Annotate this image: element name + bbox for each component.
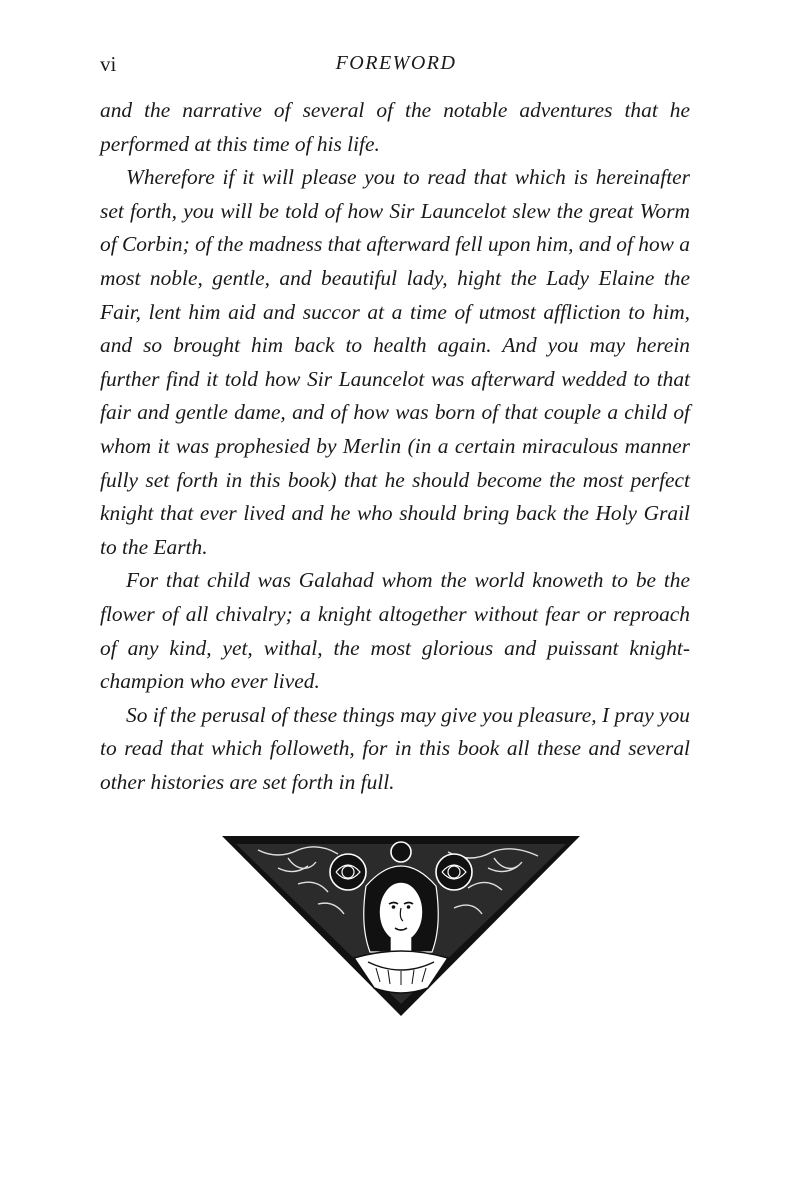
foreword-text: [100, 94, 690, 799]
paragraph: For that child was Galahad whom the world knoweth to be the flower of all chivalry; a knight altogether without fear or reproach of any kind, yet, withal, the most glorious and puissant knight-champion who ever lived.: [100, 568, 690, 694]
paragraph: So if the perusal of these things may give you pleasure, I pray you to read that which followeth, for in this book all these and several other histories are set forth in full.: [100, 702, 690, 794]
paragraph-continuation: and the narrative of several of the notable adventures that he performed at this time of his life.: [100, 98, 690, 156]
triangular-tailpiece-maiden-portrait-icon: [218, 828, 584, 1020]
page-number: vi: [100, 52, 117, 76]
paragraph: Wherefore if it will please you to read that which is hereinafter set forth, you will be told of how Sir Launcelot slew the great Worm of Corbin; of the madness that afterward fell upon him, and of how a most noble, gentle, and beautiful lady, hight the Lady Elaine the Fair, lent him aid and succor at a time of utmost affliction to him, and so brought him back to health again. And you may herein further find it told how Sir Launcelot was afterward wedded to that fair and gentle dame, and of how was born of that couple a child of whom it was prophesied by Merlin (in a certain miraculous manner fully set forth in this book) that he should become the most perfect knight that ever lived and he who should bring back the Holy Grail to the Earth.: [100, 165, 690, 559]
running-title: FOREWORD: [335, 52, 457, 74]
running-head: [100, 52, 692, 82]
